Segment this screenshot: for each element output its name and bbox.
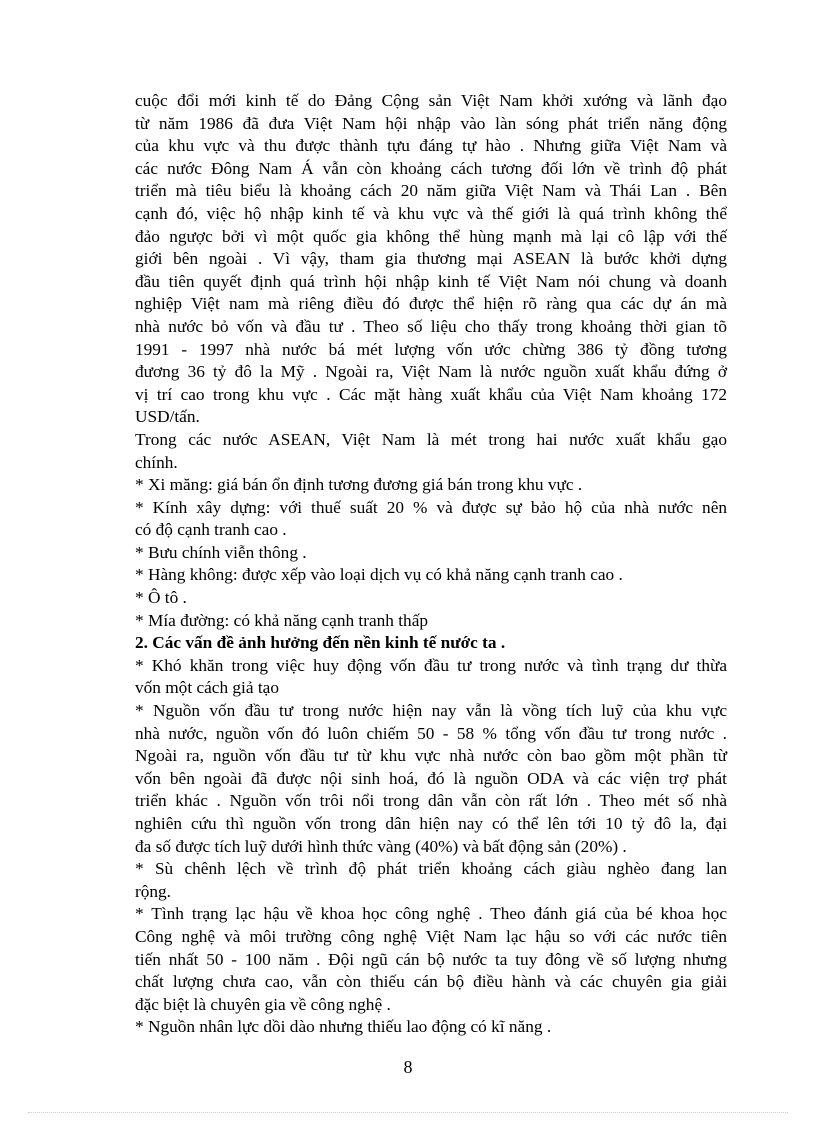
- text-line: nhà nước, nguồn vốn đó luôn chiếm 50 - 58 % tổng vốn đầu tư trong nước .: [135, 723, 727, 743]
- bullet-item: * Bưu chính viễn thông .: [135, 542, 307, 562]
- text-line: từ năm 1986 đã đưa Việt Nam hội nhập vào làn sóng phát triển năng động: [135, 113, 727, 133]
- text-line: cạnh đó, việc hộ nhập kinh tế và khu vực và thế giới là quá trình không thể: [135, 203, 727, 223]
- bullet-item: * Tình trạng lạc hậu về khoa học công nghệ . Theo đánh giá của bé khoa học: [135, 904, 727, 924]
- text-line: có độ cạnh tranh cao .: [135, 520, 287, 540]
- page-bottom-border: [28, 1112, 788, 1113]
- text-line: đương 36 tỷ đô la Mỹ . Ngoài ra, Việt Nam là nước nguồn xuất khẩu đứng ở: [135, 362, 727, 382]
- text-line: đa số được tích luỹ dưới hình thức vàng (40%) và bất động sản (20%) .: [135, 836, 627, 856]
- bullet-item: * Nguồn nhân lực dồi dào nhưng thiếu lao động có kĩ năng .: [135, 1017, 552, 1037]
- text-line: nghiệp Việt nam mà riêng điều đó được thể hiện rõ ràng qua các dự án mà: [135, 294, 727, 314]
- text-line: các nước Đông Nam Á vẫn còn khoảng cách tương đối lớn về trình độ phát: [135, 158, 727, 178]
- text-line: đảo ngược bởi vì một quốc gia không thể hùng mạnh mà lại cô lập với thế: [135, 226, 727, 246]
- text-line: vốn bên ngoài đã được nội sinh hoá, đó là nguồn ODA và các viện trợ phát: [135, 768, 727, 788]
- text-line: vốn một cách giả tạo: [135, 678, 279, 698]
- text-line: Trong các nước ASEAN, Việt Nam là mét trong hai nước xuất khẩu gạo: [135, 429, 727, 449]
- text-line: nhà nước bỏ vốn và đầu tư . Theo số liệu cho thấy trong khoảng thời gian tõ: [135, 316, 727, 336]
- text-line: triển khác . Nguồn vốn trôi nổi trong dân vẫn còn rất lớn . Theo mét số nhà: [135, 791, 727, 811]
- bullet-item: * Kính xây dựng: với thuế suất 20 % và được sự bảo hộ của nhà nước nên: [135, 497, 727, 517]
- text-line: chất lượng chưa cao, vẫn còn thiếu cán bộ điều hành và các chuyên gia giải: [135, 972, 727, 992]
- bullet-item: * Sù chênh lệch về trình độ phát triển khoảng cách giàu nghèo đang lan: [135, 859, 727, 879]
- bullet-item: * Ô tô .: [135, 588, 187, 608]
- text-line: rộng.: [135, 881, 171, 901]
- text-line: USD/tấn.: [135, 407, 200, 427]
- bullet-item: * Hàng không: được xếp vào loại dịch vụ có khả năng cạnh tranh cao .: [135, 565, 623, 585]
- text-line: đầu tiên quyết định quá trình hội nhập kinh tế Việt Nam nói chung và doanh: [135, 271, 727, 291]
- text-line: 1991 - 1997 nhà nước bá mét lượng vốn ước chừng 386 tỷ đồng tương: [135, 339, 727, 359]
- text-line: chính.: [135, 452, 178, 472]
- bullet-item: * Khó khăn trong việc huy động vốn đầu tư trong nước và tình trạng dư thừa: [135, 655, 727, 675]
- text-line: triển mà tiêu biểu là khoảng cách 20 năm giữa Việt Nam và Thái Lan . Bên: [135, 181, 727, 201]
- text-line: nghiên cứu thì nguồn vốn trong dân hiện nay có thể lên tới 10 tỷ đô la, đại: [135, 814, 727, 833]
- document-body: [135, 90, 727, 1039]
- text-line: giới bên ngoài . Vì vậy, tham gia thương mại ASEAN là bước khởi dựng: [135, 249, 727, 269]
- text-line: Công nghệ và môi trường công nghệ Việt Nam lạc hậu so với các nước tiên: [135, 926, 727, 946]
- bullet-item: * Nguồn vốn đầu tư trong nước hiện nay vẫn là vồng tích luỹ của khu vực: [135, 701, 727, 721]
- text-line: đặc biệt là chuyên gia về công nghệ .: [135, 994, 391, 1014]
- text-line: tiến nhất 50 - 100 năm . Đội ngũ cán bộ nước ta tuy đông về số lượng nhưng: [135, 949, 727, 969]
- text-line: cuộc đổi mới kinh tế do Đảng Cộng sản Việt Nam khởi xướng và lãnh đạo: [135, 91, 727, 110]
- bullet-item: * Xi măng: giá bán ổn định tương đương giá bán trong khu vực .: [135, 475, 583, 495]
- bullet-item: * Mía đường: có khả năng cạnh tranh thấp: [135, 610, 429, 630]
- text-line: của khu vực và thu được thành tựu đáng tự hào . Nhưng giữa Việt Nam và: [135, 136, 727, 156]
- page-number: 8: [403, 1057, 413, 1077]
- text-line: vị trí cao trong khu vực . Các mặt hàng xuất khẩu của Việt Nam khoảng 172: [135, 384, 727, 404]
- text-line: Ngoài ra, nguồn vốn đầu tư từ khu vực nhà nước còn bao gồm một phần từ: [135, 746, 727, 766]
- section-heading: 2. Các vấn đề ảnh hưởng đến nền kinh tế nước ta .: [135, 633, 506, 653]
